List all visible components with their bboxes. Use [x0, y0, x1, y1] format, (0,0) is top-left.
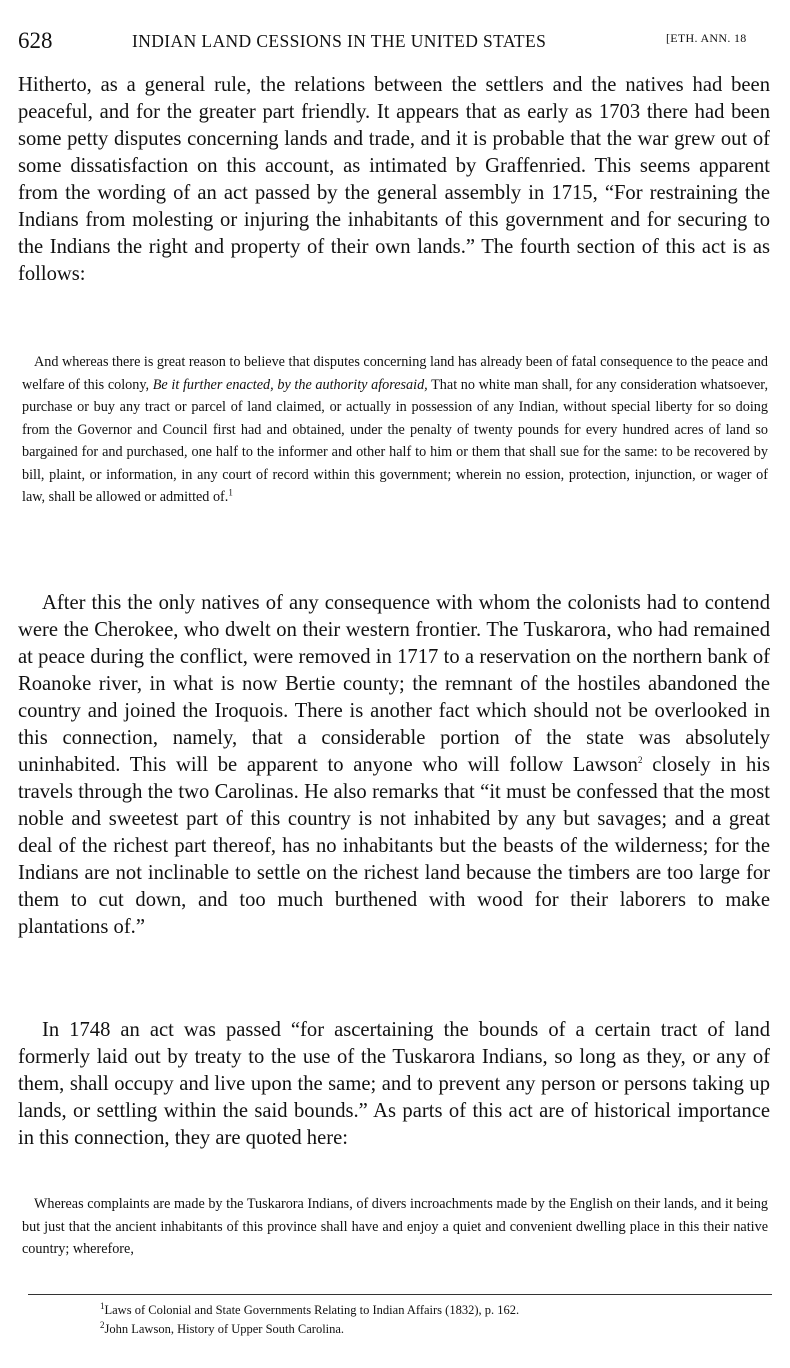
quote-1-text: And whereas there is great reason to believe that disputes concerning land has already been of fatal consequence to the peace and welfare of this colony,: [22, 354, 768, 393]
paragraph-2-text-cont: closely in his travels through the two Carolinas. He also remarks that “it must be confessed that the most noble and sweetest part of this country is not inhabited by any but savages; and a great deal of the richest part thereof, has no inhabitants but the beasts of the wilderness; for the Indians are not inclinable to settle on the richest land because the timbers are too large for them to cut down, and too much burthened with wood for their laborers to make plantations of.”: [18, 754, 770, 938]
footnote-2-text: John Lawson, History of Upper South Carolina.: [104, 1322, 345, 1336]
footnote-2-mark: 2: [100, 1319, 105, 1330]
footnote-ref-1: 1: [228, 487, 233, 498]
paragraph-2: [18, 590, 770, 941]
paragraph-3: [18, 1017, 770, 1152]
quoted-act-1748: [22, 1193, 768, 1261]
quoted-act-1715: [22, 351, 768, 509]
paragraph-3-text: In 1748 an act was passed “for ascertaining the bounds of a certain tract of land formerly laid out by treaty to the use of the Tuskarora Indians, so long as they, or any of them, shall occupy and live upon the same; and to prevent any person or persons taking up lands, or settling within the said bounds.” As parts of this act are of historical importance in this connection, they are quoted here:: [18, 1019, 770, 1149]
quote-1-text-cont: That no white man shall, for any consideration whatsoever, purchase or buy any tract or parcel of land claimed, or actually in possession of any Indian, without special liberty for so doing from the Governor and Council first had and obtained, under the penalty of twenty pounds for every hundred acres of land so bargained for and purchased, one half to the informer and other half to him or them that shall sue for the same: to be recovered by bill, plaint, or information, in any court of record within this government; wherein no ession, protection, injunction, or wager of law, shall be allowed or admitted of.: [22, 376, 768, 505]
footnote-1: [100, 1302, 770, 1318]
running-title: INDIAN LAND CESSIONS IN THE UNITED STATES: [132, 31, 547, 51]
footnote-ref-2: 2: [637, 755, 643, 766]
footnote-1-text: Laws of Colonial and State Governments Relating to Indian Affairs (1832), p. 162.: [104, 1303, 520, 1317]
paragraph-1: [18, 72, 770, 288]
paragraph-1-text: Hitherto, as a general rule, the relations between the settlers and the natives had been peaceful, and for the greater part friendly. It appears that as early as 1703 there had been some petty disputes concerning lands and trade, and it is probable that the war grew out of some dissatisfaction on this account, as intimated by Graffenried. This seems apparent from the wording of an act passed by the general assembly in 1715, “For restraining the Indians from molesting or injuring the inhabitants of this government and for securing to the Indians the right and property of their own lands.” The fourth section of this act is as follows:: [18, 74, 770, 285]
footnote-divider: [28, 1294, 772, 1295]
running-header: [18, 28, 770, 58]
quote-1-italic: Be it further enacted, by the authority aforesaid,: [152, 376, 428, 393]
footnote-1-mark: 1: [100, 1300, 105, 1311]
footnote-2: [100, 1321, 770, 1337]
paragraph-2-text: After this the only natives of any consequence with whom the colonists had to contend were the Cherokee, who dwelt on their western frontier. The Tuskarora, who had remained at peace during the conflict, were removed in 1717 to a reservation on the northern bank of Roanoke river, in what is now Bertie county; the remnant of the hostiles abandoned the country and joined the Iroquois. There is another fact which should not be overlooked in this connection, namely, that a considerable portion of the state was absolutely uninhabited. This will be apparent to anyone who will follow Lawson: [18, 592, 770, 776]
page-number: 628: [18, 28, 53, 53]
quote-2-text: Whereas complaints are made by the Tuskarora Indians, of divers incroachments made by the English on their lands, and it being but just that the ancient inhabitants of this province shall have and enjoy a quiet and convenient dwelling place in this their native country; wherefore,: [22, 1196, 768, 1257]
report-tag: [ETH. ANN. 18: [666, 31, 747, 45]
